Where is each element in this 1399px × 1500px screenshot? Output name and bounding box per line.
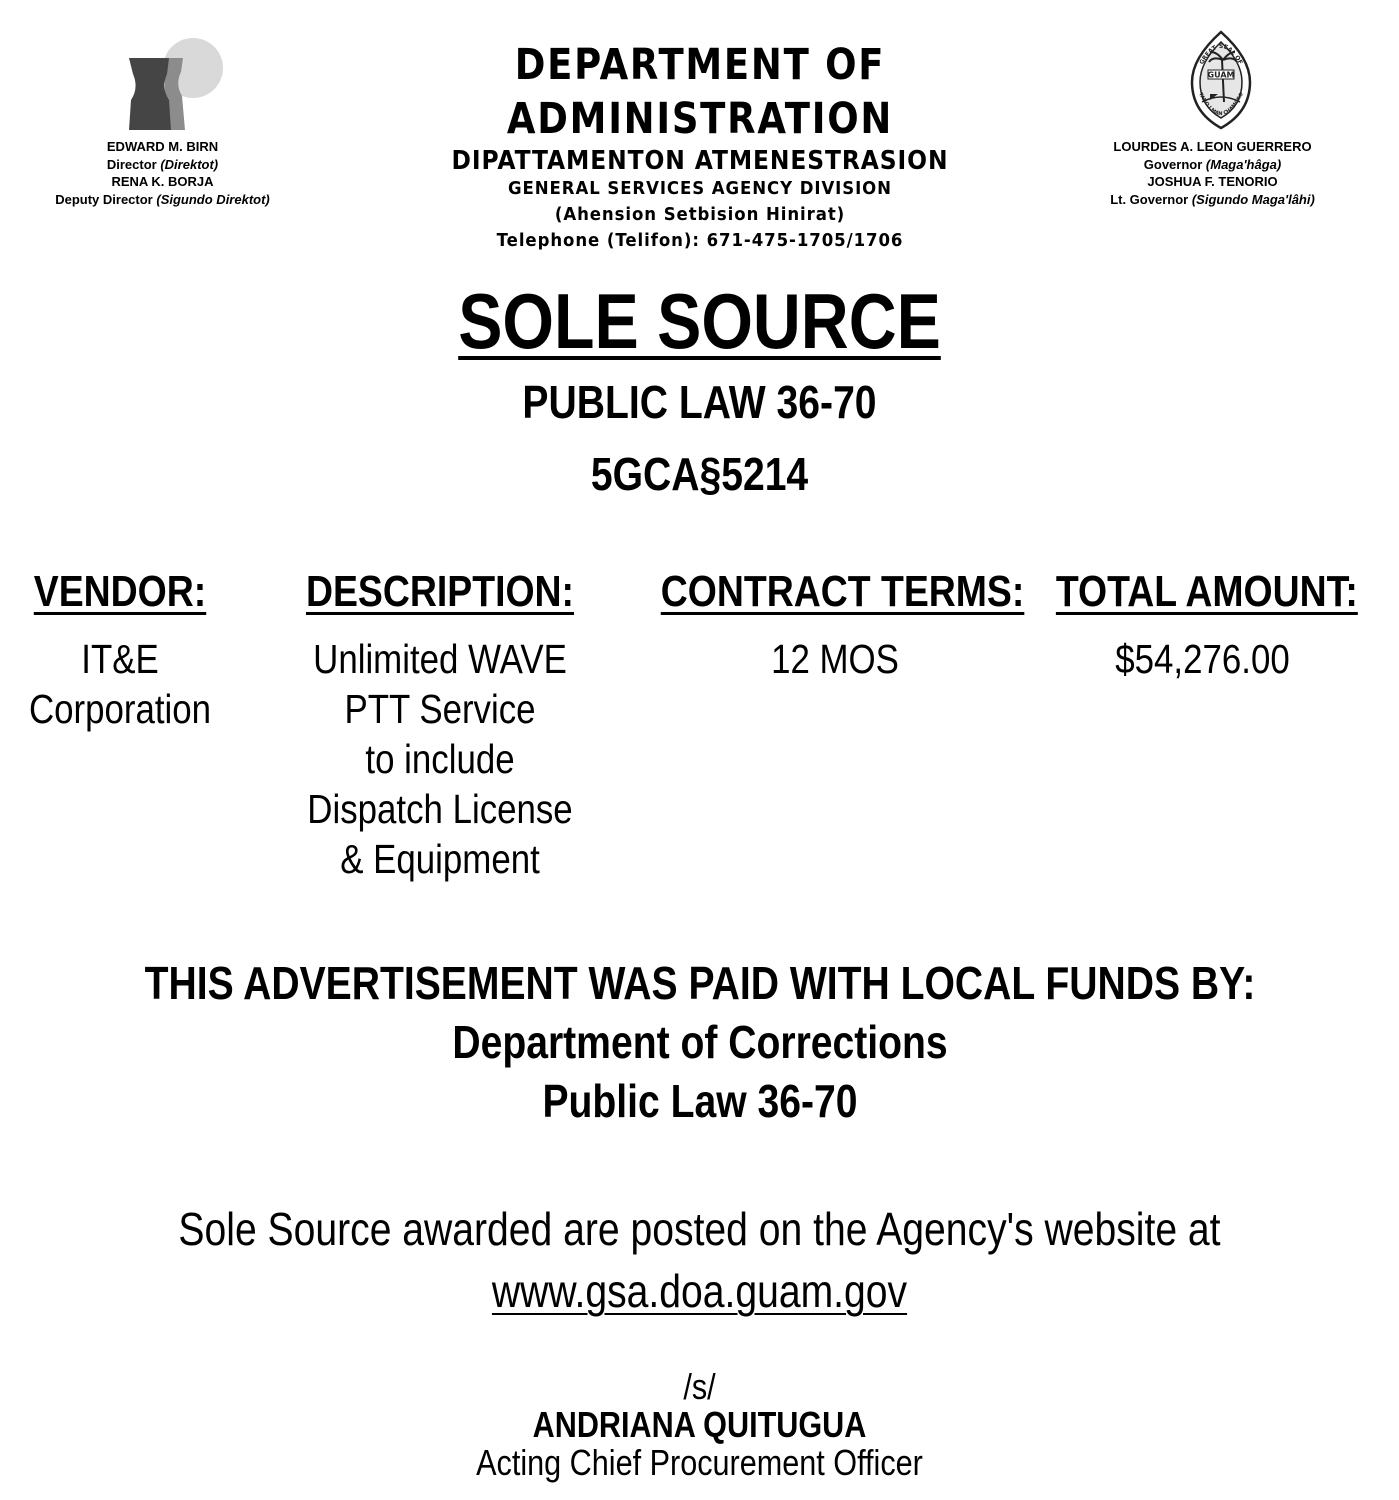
governor-title: Governor — [1143, 156, 1203, 172]
department-header — [300, 38, 1100, 254]
terms-cell — [661, 634, 1010, 684]
department-title: DEPARTMENT OF ADMINISTRATION — [506, 40, 894, 144]
description-line-4: Dispatch License — [307, 786, 573, 832]
director-name: EDWARD M. BIRN — [106, 139, 219, 154]
signatory-name: ANDRIANA QUITUGUA — [532, 1404, 867, 1445]
left-officials — [20, 138, 305, 208]
director-title-chamorro: (Direktot) — [160, 156, 219, 172]
deputy-title-line — [20, 191, 305, 209]
vendor-line-1: IT&E — [81, 636, 159, 682]
division-name-chamorro: (Ahension Setbision Hinirat) — [554, 204, 846, 225]
telephone: Telephone (Telifon): 671-475-1705/1706 — [496, 230, 904, 251]
notice-title: SOLE SOURCE — [458, 277, 941, 365]
posting-text: Sole Source awarded are posted on the Agency's website at — [178, 1203, 1221, 1255]
signature-block — [105, 1368, 1294, 1482]
description-line-3: to include — [365, 736, 515, 782]
seal-bottom-text: TANO I MAN CHAMORO — [1197, 91, 1245, 118]
funding-statement: THIS ADVERTISEMENT WAS PAID WITH LOCAL FUNDS BY: — [144, 957, 1256, 1009]
amount-cell — [1056, 634, 1349, 684]
deputy-title-chamorro: (Sigundo Direktot) — [156, 191, 270, 207]
deputy-title: Deputy Director — [55, 191, 153, 207]
lt-governor-name: JOSHUA F. TENORIO — [1147, 174, 1278, 189]
posting-block — [105, 1198, 1294, 1322]
description-header: DESCRIPTION: — [305, 567, 575, 616]
governor-title-line — [1060, 156, 1365, 174]
funding-law: Public Law 36-70 — [542, 1075, 858, 1127]
vendor-line-2: Corporation — [28, 686, 212, 732]
lt-governor-title: Lt. Governor — [1110, 191, 1189, 207]
notice-law: PUBLIC LAW 36-70 — [522, 376, 877, 428]
vendor-cell — [18, 634, 222, 734]
director-title: Director — [106, 156, 157, 172]
vendor-header: VENDOR: — [33, 567, 207, 616]
lt-governor-title-line — [1060, 191, 1365, 209]
seal-top-text: GREAT SEAL OF — [1198, 42, 1244, 66]
deputy-name: RENA K. BORJA — [111, 174, 214, 189]
terms-header: CONTRACT TERMS: — [660, 567, 1025, 616]
department-title-chamorro: DIPATTAMENTON ATMENESTRASION — [451, 146, 949, 176]
guam-seal-icon — [1188, 30, 1254, 130]
funding-agency: Department of Corrections — [452, 1016, 948, 1068]
amount-value: $54,276.00 — [1115, 636, 1290, 682]
signatory-title: Acting Chief Procurement Officer — [476, 1442, 923, 1483]
lt-governor-title-chamorro: (Sigundo Maga'lâhi) — [1191, 191, 1315, 207]
department-logo — [125, 34, 225, 134]
description-line-1: Unlimited WAVE — [313, 636, 567, 682]
signature-name-line — [105, 1368, 1294, 1444]
funding-block — [88, 954, 1312, 1131]
amount-header: TOTAL AMOUNT: — [1055, 567, 1358, 616]
notice-code: 5GCA§5214 — [590, 448, 809, 500]
governor-name: LOURDES A. LEON GUERRERO — [1113, 139, 1312, 154]
terms-value: 12 MOS — [771, 636, 899, 682]
governor-title-chamorro: (Maga'hâga) — [1205, 156, 1282, 172]
description-line-5: & Equipment — [340, 836, 540, 882]
right-officials — [1060, 138, 1365, 208]
seal-center-text: GUAM — [1207, 70, 1235, 80]
division-name: GENERAL SERVICES AGENCY DIVISION — [508, 178, 892, 199]
director-title-line — [20, 156, 305, 174]
description-line-2: PTT Service — [344, 686, 536, 732]
signature-prefix: /s/ — [683, 1366, 716, 1407]
description-cell — [287, 634, 593, 884]
agency-website-link[interactable]: www.gsa.doa.guam.gov — [491, 1265, 908, 1317]
